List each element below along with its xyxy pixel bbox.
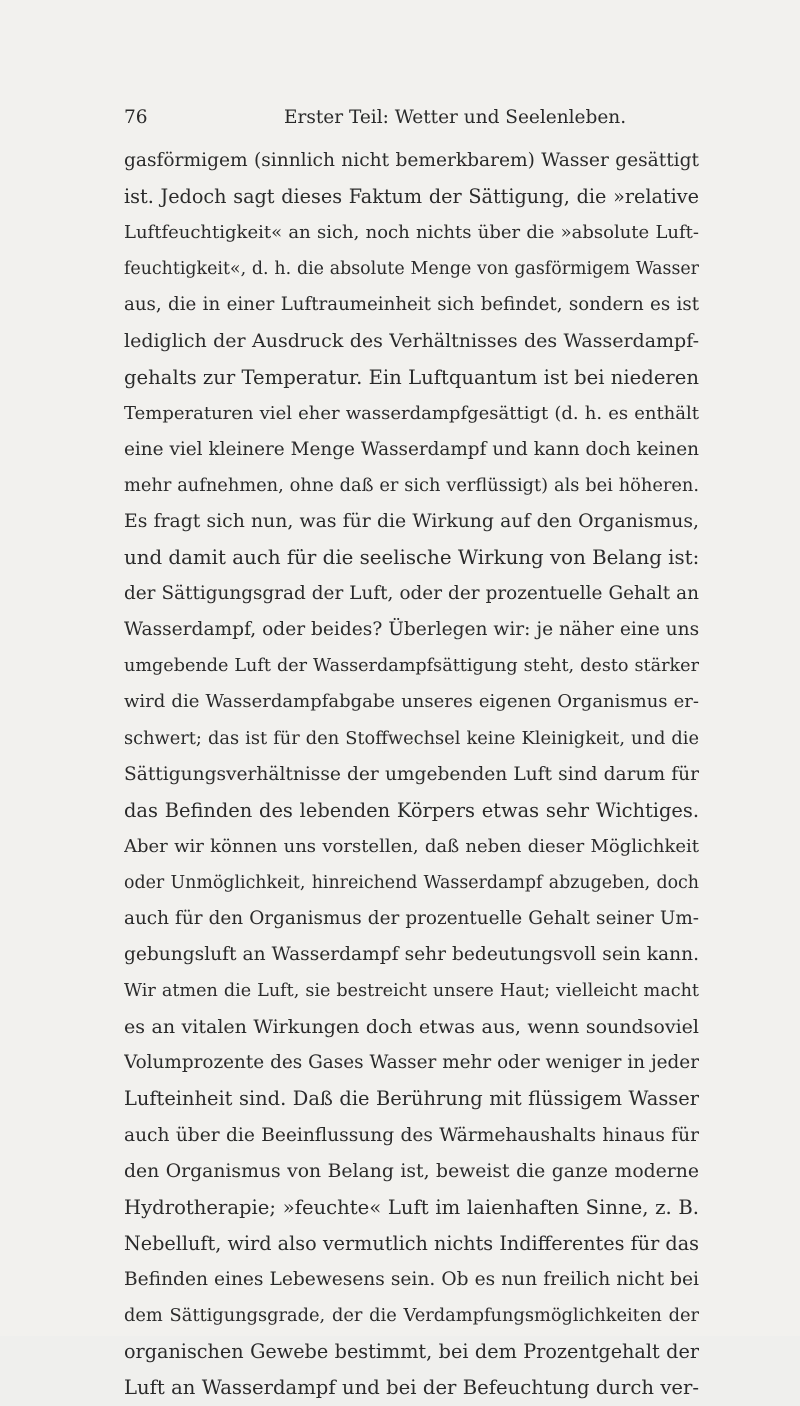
text-line: Sättigungsverhältnisse der umgebenden Luft sind darum für (124, 763, 699, 785)
text-line: und damit auch für die seelische Wirkung von Belang ist: (124, 546, 699, 570)
text-line: Temperaturen viel eher wasserdampfgesättigt (d. h. es enthält (124, 402, 699, 424)
text-line: feuchtigkeit«, d. h. die absolute Menge von gasförmigem Wasser (124, 259, 699, 280)
text-line: lediglich der Ausdruck des Verhältnisses des Wasserdampf- (124, 330, 699, 353)
text-line: Befinden eines Lebewesens sein. Ob es nun freilich nicht bei (124, 1268, 699, 1290)
text-line: auch über die Beeinflussung des Wärmehaushalts hinaus für (124, 1124, 699, 1146)
text-line: Es fragt sich nun, was für die Wirkung auf den Organismus, (124, 510, 699, 532)
text-line: organischen Gewebe bestimmt, bei dem Prozentgehalt der (124, 1340, 699, 1364)
text-line: Aber wir können uns vorstellen, daß neben dieser Möglichkeit (124, 835, 699, 857)
text-line: wird die Wasserdampfabgabe unseres eigenen Organismus er- (124, 691, 699, 713)
running-title: Erster Teil: Wetter und Seelenleben. (284, 107, 627, 128)
text-line: gehalts zur Temperatur. Ein Luftquantum ist bei niederen (124, 365, 699, 389)
text-line: Hydrotherapie; »feuchte« Luft im laienhaften Sinne, z. B. (124, 1195, 699, 1219)
text-line: umgebende Luft der Wasserdampfsättigung steht, desto stärker (124, 656, 699, 677)
text-line: Wasserdampf, oder beides? Überlegen wir: je näher eine uns (124, 619, 699, 641)
text-line: mehr aufnehmen, ohne daß er sich verflüssigt) als bei höheren. (124, 474, 699, 496)
text-line: der Sättigungsgrad der Luft, oder der prozentuelle Gehalt an (124, 583, 699, 605)
text-line: gasförmigem (sinnlich nicht bemerkbarem) Wasser gesättigt (124, 150, 699, 171)
text-line: aus, die in einer Luftraumeinheit sich befindet, sondern es ist (124, 294, 699, 316)
text-line: schwert; das ist für den Stoffwechsel keine Kleinigkeit, und die (124, 727, 699, 749)
text-line: eine viel kleinere Menge Wasserdampf und kann doch keinen (124, 438, 699, 460)
page-header (124, 104, 699, 132)
text-line: ist. Jedoch sagt dieses Faktum der Sättigung, die »relative (124, 185, 699, 209)
text-line: es an vitalen Wirkungen doch etwas aus, wenn soundsoviel (124, 1016, 699, 1039)
text-line: oder Unmöglichkeit, hinreichend Wasserdampf abzugeben, doch (124, 872, 699, 893)
text-line: Volumprozente des Gases Wasser mehr oder weniger in jeder (124, 1052, 699, 1074)
text-line: auch für den Organismus der prozentuelle Gehalt seiner Um- (124, 907, 699, 929)
body-text (124, 143, 699, 1406)
text-line: gebungsluft an Wasserdampf sehr bedeutungsvoll sein kann. (124, 944, 699, 966)
text-line: das Befinden des lebenden Körpers etwas sehr Wichtiges. (124, 798, 699, 822)
text-line: Luftfeuchtigkeit« an sich, noch nichts über die »absolute Luft- (124, 222, 699, 244)
text-line: Luft an Wasserdampf und bei der Befeuchtung durch ver- (124, 1376, 699, 1400)
text-line: Wir atmen die Luft, sie bestreicht unsere Haut; vielleicht macht (124, 981, 699, 1002)
text-line: den Organismus von Belang ist, beweist die ganze moderne (124, 1160, 699, 1182)
text-line: Lufteinheit sind. Daß die Berührung mit flüssigem Wasser (124, 1087, 699, 1111)
page-number: 76 (124, 107, 148, 128)
text-line: dem Sättigungsgrade, der die Verdampfungsmöglichkeiten der (124, 1305, 699, 1326)
text-line: Nebelluft, wird also vermutlich nichts Indifferentes für das (124, 1231, 699, 1255)
